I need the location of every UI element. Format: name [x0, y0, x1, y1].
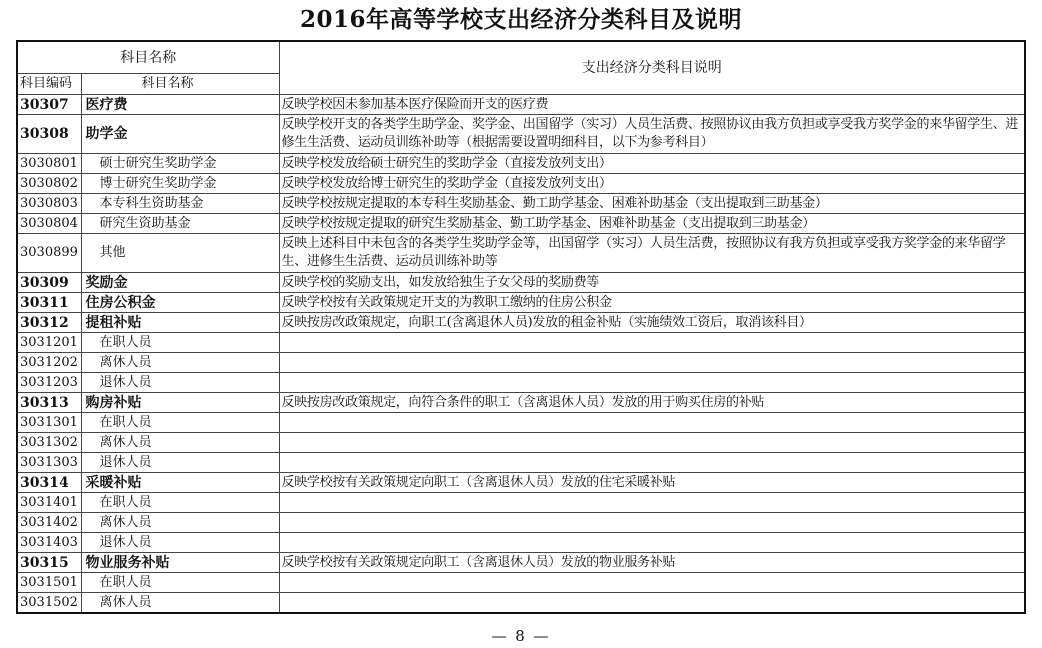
subject-name: 物业服务补贴 [81, 553, 279, 573]
subject-code: 3031501 [17, 573, 81, 593]
subject-description: 反映学校发放给博士研究生的奖助学金（直接发放列支出） [279, 174, 1025, 194]
table-row [17, 533, 1025, 553]
subject-code: 30313 [17, 393, 81, 413]
header-name: 科目名称 [81, 74, 279, 95]
subject-name: 医疗费 [81, 95, 279, 115]
subject-description: 反映学校按有关政策规定开支的为教职工缴纳的住房公积金 [279, 293, 1025, 313]
subject-name: 离休人员 [81, 513, 279, 533]
table-row [17, 573, 1025, 593]
subject-description: 反映按房改政策规定，向符合条件的职工（含离退休人员）发放的用于购买住房的补贴 [279, 393, 1025, 413]
table-row [17, 95, 1025, 115]
subject-description [279, 433, 1025, 453]
table-row [17, 234, 1025, 273]
table-row [17, 513, 1025, 533]
table-row [17, 333, 1025, 353]
header-description: 支出经济分类科目说明 [279, 41, 1025, 95]
subject-name: 退休人员 [81, 453, 279, 473]
subject-code: 3031303 [17, 453, 81, 473]
subject-name: 在职人员 [81, 333, 279, 353]
subject-name: 其他 [81, 234, 279, 273]
subject-description: 反映学校按规定提取的研究生奖励基金、勤工助学基金、困难补助基金（支出提取到三助基金） [279, 214, 1025, 234]
table-row [17, 373, 1025, 393]
table-row [17, 273, 1025, 293]
table-row [17, 493, 1025, 513]
subject-description [279, 593, 1025, 614]
table-row [17, 194, 1025, 214]
subject-code: 3030801 [17, 154, 81, 174]
subject-name: 在职人员 [81, 413, 279, 433]
subject-description: 反映按房改政策规定，向职工(含离退休人员)发放的租金补贴（实施绩效工资后，取消该科目） [279, 313, 1025, 333]
subject-name: 本专科生资助基金 [81, 194, 279, 214]
subject-description [279, 493, 1025, 513]
subject-description: 反映上述科目中未包含的各类学生奖助学金等，出国留学（实习）人员生活费，按照协议有我方负担或享受我方奖学金的来华留学生、进修生生活费、运动员训练补助等 [279, 234, 1025, 273]
subject-code: 3031502 [17, 593, 81, 614]
subject-name: 离休人员 [81, 353, 279, 373]
subject-code: 30311 [17, 293, 81, 313]
subject-code: 3031301 [17, 413, 81, 433]
subject-description [279, 453, 1025, 473]
table-row [17, 313, 1025, 333]
subject-description [279, 333, 1025, 353]
subject-name: 住房公积金 [81, 293, 279, 313]
subject-description [279, 373, 1025, 393]
table-row [17, 453, 1025, 473]
subject-code: 30307 [17, 95, 81, 115]
table-row [17, 154, 1025, 174]
page-title: 2016年高等学校支出经济分类科目及说明 [299, 6, 742, 33]
subject-description [279, 573, 1025, 593]
subject-description: 反映学校按有关政策规定向职工（含离退休人员）发放的住宅采暖补贴 [279, 473, 1025, 493]
subject-description [279, 413, 1025, 433]
subject-name: 助学金 [81, 115, 279, 154]
subject-description: 反映学校因未参加基本医疗保险而开支的医疗费 [279, 95, 1025, 115]
subject-description: 反映学校的奖励支出，如发放给独生子女父母的奖励费等 [279, 273, 1025, 293]
subject-code: 3030899 [17, 234, 81, 273]
subject-name: 退休人员 [81, 373, 279, 393]
subject-name: 退休人员 [81, 533, 279, 553]
subject-code: 3031401 [17, 493, 81, 513]
subject-code: 3030804 [17, 214, 81, 234]
subject-code: 3031201 [17, 333, 81, 353]
subject-description [279, 353, 1025, 373]
page-number: — 8 — [491, 627, 551, 645]
subject-name: 硕士研究生奖助学金 [81, 154, 279, 174]
subject-code: 30309 [17, 273, 81, 293]
subject-name: 购房补贴 [81, 393, 279, 413]
subject-name: 在职人员 [81, 573, 279, 593]
subject-name: 提租补贴 [81, 313, 279, 333]
subject-description [279, 533, 1025, 553]
table-row [17, 553, 1025, 573]
subject-description [279, 513, 1025, 533]
subject-code: 30315 [17, 553, 81, 573]
subject-name: 采暖补贴 [81, 473, 279, 493]
subject-name: 奖励金 [81, 273, 279, 293]
subject-code: 3031202 [17, 353, 81, 373]
subject-name: 离休人员 [81, 593, 279, 614]
table-row [17, 293, 1025, 313]
table-header-row [17, 41, 1025, 74]
table-row [17, 413, 1025, 433]
table-row [17, 214, 1025, 234]
subject-name: 博士研究生奖助学金 [81, 174, 279, 194]
subject-code: 3031402 [17, 513, 81, 533]
table-row [17, 353, 1025, 373]
table-row [17, 174, 1025, 194]
subject-code: 3031403 [17, 533, 81, 553]
subject-description: 反映学校发放给硕士研究生的奖助学金（直接发放列支出） [279, 154, 1025, 174]
table-row [17, 115, 1025, 154]
subject-code: 30314 [17, 473, 81, 493]
subject-description: 反映学校按有关政策规定向职工（含离退休人员）发放的物业服务补贴 [279, 553, 1025, 573]
header-subject-name: 科目名称 [17, 41, 279, 74]
subject-name: 在职人员 [81, 493, 279, 513]
header-code: 科目编码 [17, 74, 81, 95]
subject-description: 反映学校开支的各类学生助学金、奖学金、出国留学（实习）人员生活费、按照协议由我方负担或享受我方奖学金的来华留学生、进修生生活费、运动员训练补助等（根据需要设置明细科目，以下为参考科目） [279, 115, 1025, 154]
subject-code: 3031203 [17, 373, 81, 393]
subject-code: 3030802 [17, 174, 81, 194]
subject-code: 30308 [17, 115, 81, 154]
subject-code: 3030803 [17, 194, 81, 214]
subject-name: 离休人员 [81, 433, 279, 453]
subject-code: 3031302 [17, 433, 81, 453]
subject-name: 研究生资助基金 [81, 214, 279, 234]
table-row [17, 593, 1025, 614]
table-row [17, 393, 1025, 413]
classification-table [16, 40, 1026, 614]
table-row [17, 433, 1025, 453]
table-row [17, 473, 1025, 493]
subject-code: 30312 [17, 313, 81, 333]
subject-description: 反映学校按规定提取的本专科生奖励基金、勤工助学基金、困难补助基金（支出提取到三助基金） [279, 194, 1025, 214]
